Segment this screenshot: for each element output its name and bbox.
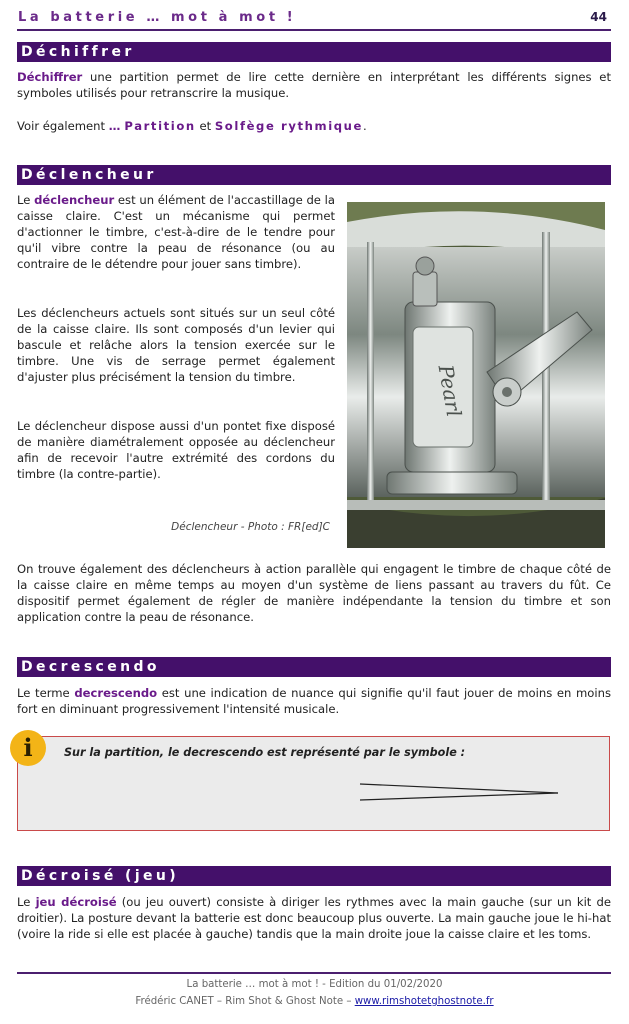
decroise-p1-start: Le	[17, 895, 36, 909]
see-also-line	[17, 118, 611, 134]
declencheur-p1-text: est un élément de l'accastillage de la caisse claire. C'est un mécanisme qui permet d'actionner le timbre, c'est-à-dire de le tendre pour qu'il vibre contre la peau de résonance (ou au contraire de le détendre pour jouer sans timbre).	[17, 193, 335, 271]
info-box-text: Sur la partition, le decrescendo est représenté par le symbole :	[64, 746, 466, 759]
photo-caption: Déclencheur - Photo : FR[ed]C	[171, 521, 330, 533]
link-partition[interactable]: Partition	[124, 119, 196, 133]
section-heading-dechiffrer: Déchiffrer	[17, 42, 611, 62]
link-solfege-rythmique[interactable]: Solfège rythmique	[214, 119, 363, 133]
declencheur-paragraph-1	[17, 192, 335, 272]
running-header-title: La batterie … mot à mot !	[18, 10, 297, 25]
section-heading-decroise: Décroisé (jeu)	[17, 866, 611, 886]
term-jeu-decroise: jeu décroisé	[35, 895, 117, 909]
header-divider	[17, 29, 611, 31]
footer-credits	[0, 996, 629, 1007]
term-declencheur: déclencheur	[34, 193, 115, 207]
see-also-period: .	[363, 119, 367, 133]
decrescendo-paragraph	[17, 685, 611, 717]
snare-throw-off-photo	[347, 202, 605, 548]
declencheur-p1-start: Le	[17, 193, 35, 207]
declencheur-paragraph-3: Le déclencheur dispose aussi d'un pontet fixe disposé de manière diamétralement opposée au déclencheur afin de recevoir l'autre extrémité des cordons du timbre (la contre-partie).	[17, 419, 335, 481]
decroise-paragraph	[17, 894, 611, 942]
footer-author: Frédéric CANET – Rim Shot & Ghost Note –	[135, 996, 355, 1007]
footer-website-link[interactable]: www.rimshotetghostnote.fr	[354, 996, 494, 1007]
decrescendo-p1-text: est une indication de nuance qui signifie qu'il faut jouer de moins en moins fort en diminuant progressivement l'intensité musicale.	[17, 686, 611, 716]
declencheur-paragraph-2: Les déclencheurs actuels sont situés sur un seul côté de la caisse claire. Ils sont composés d'un levier qui bascule et relâche alors la tension exercée sur le timbre. Une vis de serrage permet également d'ajuster plus précisément la tension du timbre.	[17, 306, 335, 384]
decroise-p1-text: (ou jeu ouvert) consiste à diriger les rythmes avec la main gauche (sur un kit de droitier). La posture devant la batterie est donc beaucoup plus ouverte. La main gauche joue le hi-hat (voire la ride si elle est placée à gauche) tandis que la main droite joue la caisse claire et les toms.	[17, 895, 612, 941]
term-decrescendo: decrescendo	[74, 686, 158, 700]
see-also-prefix: Voir également	[17, 119, 109, 133]
info-icon: i	[10, 730, 46, 766]
term-dechiffrer: Déchiffrer	[17, 70, 83, 84]
declencheur-paragraph-4: On trouve également des déclencheurs à action parallèle qui engagent le timbre de chaque côté de la caisse claire en même temps au moyen d'un système de liens passant au travers du fût. Ce dispositif permet également de régler de manière indépendante la tension du timbre et son application contre la peau de résonance.	[17, 562, 611, 624]
page-number: 44	[590, 10, 607, 24]
decrescendo-symbol-icon	[358, 780, 562, 802]
decrescendo-p1-start: Le terme	[17, 686, 75, 700]
snare-photo-drawing	[347, 202, 605, 548]
section-heading-declencheur: Déclencheur	[17, 165, 611, 185]
see-also-dots: …	[108, 119, 125, 133]
dechiffrer-text: une partition permet de lire cette dernière en interprétant les différents signes et symboles utilisés pour retranscrire la musique.	[17, 70, 611, 100]
section-heading-decrescendo: Decrescendo	[17, 657, 611, 677]
footer-edition: La batterie … mot à mot ! - Edition du 01/02/2020	[186, 979, 443, 990]
dechiffrer-paragraph	[17, 69, 611, 101]
footer-divider	[17, 972, 611, 974]
see-also-and: et	[195, 119, 215, 133]
photo-brand-label: Pearl	[433, 362, 467, 419]
